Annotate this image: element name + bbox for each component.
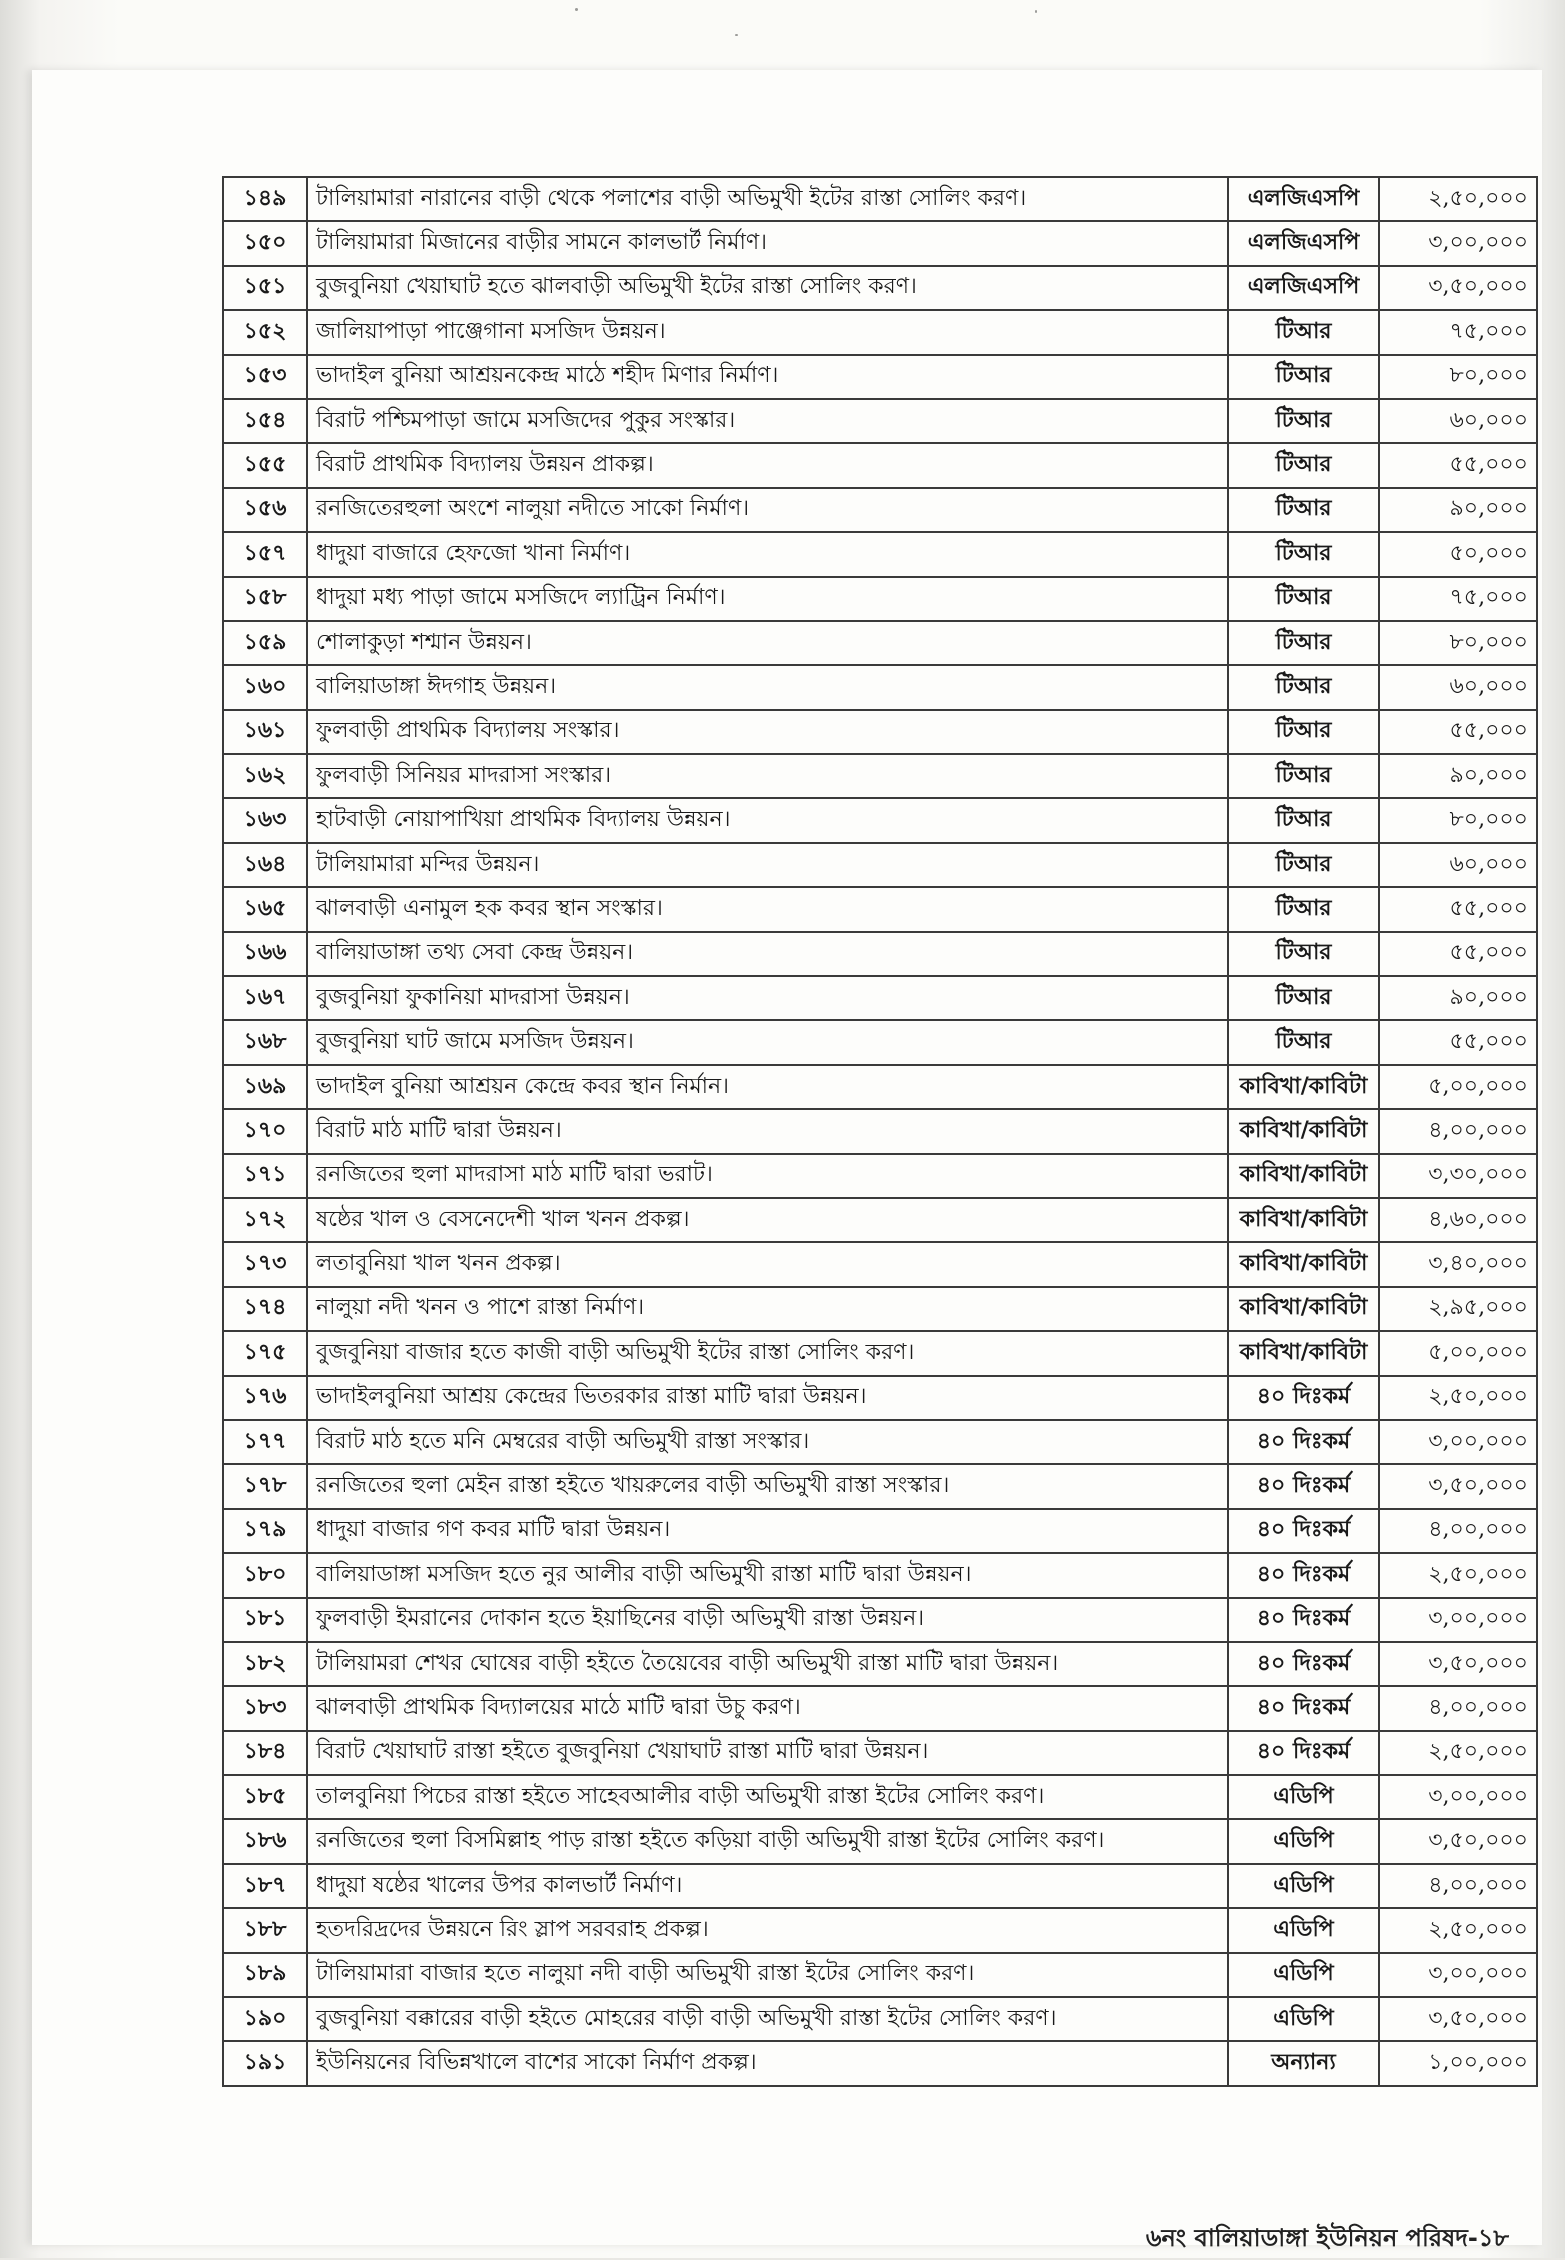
serial-number-cell: ১৬৩ xyxy=(223,798,307,842)
serial-number-cell: ১৭৩ xyxy=(223,1242,307,1286)
funding-source-cell: ৪০ দিঃকর্ম xyxy=(1228,1376,1379,1420)
project-description-cell: শোলাকুড়া শশ্মান উন্নয়ন। xyxy=(307,621,1228,665)
project-description-cell: বুজবুনিয়া খেয়াঘাট হতে ঝালবাড়ী অভিমুখী ইটের রাস্তা সোলিং করণ। xyxy=(307,266,1228,310)
amount-cell: ৩,৫০,০০০ xyxy=(1379,266,1537,310)
funding-source-cell: এডিপি xyxy=(1228,1864,1379,1908)
amount-cell: ৩,৫০,০০০ xyxy=(1379,1819,1537,1863)
serial-number-cell: ১৬৯ xyxy=(223,1065,307,1109)
serial-number-cell: ১৬০ xyxy=(223,665,307,709)
table-row xyxy=(223,266,1537,310)
table-row xyxy=(223,843,1537,887)
amount-cell: ১,০০,০০০ xyxy=(1379,2041,1537,2085)
table-row xyxy=(223,1598,1537,1642)
table-row xyxy=(223,1775,1537,1819)
project-description-cell: বালিয়াডাঙ্গা তথ্য সেবা কেন্দ্র উন্নয়ন। xyxy=(307,932,1228,976)
serial-number-cell: ১৯০ xyxy=(223,1997,307,2041)
funding-source-cell: কাবিখা/কাবিটা xyxy=(1228,1198,1379,1242)
dust-speck xyxy=(1035,10,1037,13)
funding-source-cell: টিআর xyxy=(1228,887,1379,931)
funding-source-cell: টিআর xyxy=(1228,310,1379,354)
table-row xyxy=(223,1376,1537,1420)
project-description-cell: লতাবুনিয়া খাল খনন প্রকল্প। xyxy=(307,1242,1228,1286)
funding-source-cell: টিআর xyxy=(1228,532,1379,576)
table-row xyxy=(223,932,1537,976)
table-row xyxy=(223,577,1537,621)
table-row xyxy=(223,1953,1537,1997)
project-description-cell: রনজিতের হুলা বিসমিল্লাহ পাড় রাস্তা হইতে কড়িয়া বাড়ী অভিমুখী রাস্তা ইটের সোলিং করণ। xyxy=(307,1819,1228,1863)
amount-cell: ৩,৩০,০০০ xyxy=(1379,1154,1537,1198)
page-footer: ৬নং বালিয়াডাঙ্গা ইউনিয়ন পরিষদ-১৮ xyxy=(1145,2224,1509,2252)
serial-number-cell: ১৬৭ xyxy=(223,976,307,1020)
funding-source-cell: টিআর xyxy=(1228,621,1379,665)
amount-cell: ৫৫,০০০ xyxy=(1379,1020,1537,1064)
project-list-table xyxy=(222,176,1538,2087)
amount-cell: ৫৫,০০০ xyxy=(1379,932,1537,976)
project-description-cell: ফুলবাড়ী প্রাথমিক বিদ্যালয় সংস্কার। xyxy=(307,710,1228,754)
serial-number-cell: ১৫৯ xyxy=(223,621,307,665)
amount-cell: ৮০,০০০ xyxy=(1379,798,1537,842)
table-row xyxy=(223,976,1537,1020)
funding-source-cell: এডিপি xyxy=(1228,1775,1379,1819)
project-description-cell: ধাদুয়া ষষ্ঠের খালের উপর কালভার্ট নির্মাণ। xyxy=(307,1864,1228,1908)
funding-source-cell: ৪০ দিঃকর্ম xyxy=(1228,1642,1379,1686)
project-description-cell: বিরাট মাঠ মাটি দ্বারা উন্নয়ন। xyxy=(307,1109,1228,1153)
amount-cell: ৮০,০০০ xyxy=(1379,621,1537,665)
table-row xyxy=(223,1420,1537,1464)
project-description-cell: হাটবাড়ী নোয়াপাখিয়া প্রাথমিক বিদ্যালয় উন্নয়ন। xyxy=(307,798,1228,842)
funding-source-cell: টিআর xyxy=(1228,798,1379,842)
serial-number-cell: ১৫৭ xyxy=(223,532,307,576)
project-description-cell: বুজবুনিয়া ঘাট জামে মসজিদ উন্নয়ন। xyxy=(307,1020,1228,1064)
funding-source-cell: কাবিখা/কাবিটা xyxy=(1228,1331,1379,1375)
amount-cell: ৫,০০,০০০ xyxy=(1379,1331,1537,1375)
project-description-cell: ঝালবাড়ী এনামুল হক কবর স্থান সংস্কার। xyxy=(307,887,1228,931)
project-description-cell: ইউনিয়নের বিভিন্নখালে বাশের সাকো নির্মাণ প্রকল্প। xyxy=(307,2041,1228,2085)
amount-cell: ৯০,০০০ xyxy=(1379,754,1537,798)
amount-cell: ৪,০০,০০০ xyxy=(1379,1686,1537,1730)
amount-cell: ৪,০০,০০০ xyxy=(1379,1864,1537,1908)
project-description-cell: টালিয়ামারা বাজার হতে নালুয়া নদী বাড়ী অভিমুখী রাস্তা ইটের সোলিং করণ। xyxy=(307,1953,1228,1997)
table-row xyxy=(223,1509,1537,1553)
funding-source-cell: অন্যান্য xyxy=(1228,2041,1379,2085)
table-row xyxy=(223,1287,1537,1331)
amount-cell: ৫৫,০০০ xyxy=(1379,443,1537,487)
amount-cell: ২,৫০,০০০ xyxy=(1379,1376,1537,1420)
funding-source-cell: ৪০ দিঃকর্ম xyxy=(1228,1686,1379,1730)
funding-source-cell: এডিপি xyxy=(1228,1953,1379,1997)
serial-number-cell: ১৮৯ xyxy=(223,1953,307,1997)
serial-number-cell: ১৮৫ xyxy=(223,1775,307,1819)
serial-number-cell: ১৫১ xyxy=(223,266,307,310)
project-description-cell: রনজিতের হুলা মেইন রাস্তা হইতে খায়রুলের বাড়ী অভিমুখী রাস্তা সংস্কার। xyxy=(307,1464,1228,1508)
serial-number-cell: ১৮৩ xyxy=(223,1686,307,1730)
table-row xyxy=(223,1553,1537,1597)
amount-cell: ৫০,০০০ xyxy=(1379,532,1537,576)
serial-number-cell: ১৮৭ xyxy=(223,1864,307,1908)
serial-number-cell: ১৬২ xyxy=(223,754,307,798)
funding-source-cell: টিআর xyxy=(1228,843,1379,887)
funding-source-cell: টিআর xyxy=(1228,577,1379,621)
funding-source-cell: টিআর xyxy=(1228,488,1379,532)
table-row xyxy=(223,1198,1537,1242)
project-description-cell: রনজিতেরহুলা অংশে নালুয়া নদীতে সাকো নির্মাণ। xyxy=(307,488,1228,532)
serial-number-cell: ১৮২ xyxy=(223,1642,307,1686)
amount-cell: ৩,৪০,০০০ xyxy=(1379,1242,1537,1286)
table-row xyxy=(223,1331,1537,1375)
serial-number-cell: ১৫৫ xyxy=(223,443,307,487)
table-row xyxy=(223,798,1537,842)
project-description-cell: টালিয়ামরা শেখর ঘোষের বাড়ী হইতে তৈয়েবের বাড়ী অভিমুখী রাস্তা মাটি দ্বারা উন্নয়ন। xyxy=(307,1642,1228,1686)
serial-number-cell: ১৫৪ xyxy=(223,399,307,443)
project-description-cell: বুজবুনিয়া বাজার হতে কাজী বাড়ী অভিমুখী ইটের রাস্তা সোলিং করণ। xyxy=(307,1331,1228,1375)
table-row xyxy=(223,1109,1537,1153)
amount-cell: ৮০,০০০ xyxy=(1379,355,1537,399)
table-row xyxy=(223,1642,1537,1686)
serial-number-cell: ১৪৯ xyxy=(223,177,307,221)
funding-source-cell: ৪০ দিঃকর্ম xyxy=(1228,1731,1379,1775)
funding-source-cell: কাবিখা/কাবিটা xyxy=(1228,1154,1379,1198)
amount-cell: ৩,০০,০০০ xyxy=(1379,1953,1537,1997)
table-row xyxy=(223,1065,1537,1109)
amount-cell: ২,৫০,০০০ xyxy=(1379,177,1537,221)
serial-number-cell: ১৮৮ xyxy=(223,1908,307,1952)
table-row xyxy=(223,177,1537,221)
serial-number-cell: ১৬১ xyxy=(223,710,307,754)
serial-number-cell: ১৭৬ xyxy=(223,1376,307,1420)
serial-number-cell: ১৫৩ xyxy=(223,355,307,399)
amount-cell: ৪,০০,০০০ xyxy=(1379,1109,1537,1153)
serial-number-cell: ১৮৬ xyxy=(223,1819,307,1863)
project-description-cell: ধাদুয়া মধ্য পাড়া জামে মসজিদে ল্যাট্রিন নির্মাণ। xyxy=(307,577,1228,621)
amount-cell: ৩,৫০,০০০ xyxy=(1379,1464,1537,1508)
serial-number-cell: ১৭৯ xyxy=(223,1509,307,1553)
project-description-cell: নালুয়া নদী খনন ও পাশে রাস্তা নির্মাণ। xyxy=(307,1287,1228,1331)
table-row xyxy=(223,710,1537,754)
serial-number-cell: ১৬৮ xyxy=(223,1020,307,1064)
amount-cell: ২,৫০,০০০ xyxy=(1379,1908,1537,1952)
table-row xyxy=(223,1242,1537,1286)
serial-number-cell: ১৮৪ xyxy=(223,1731,307,1775)
project-description-cell: ফুলবাড়ী ইমরানের দোকান হতে ইয়াছিনের বাড়ী অভিমুখী রাস্তা উন্নয়ন। xyxy=(307,1598,1228,1642)
project-description-cell: ভাদাইল বুনিয়া আশ্রয়নকেন্দ্র মাঠে শহীদ মিণার নির্মাণ। xyxy=(307,355,1228,399)
table-row xyxy=(223,399,1537,443)
amount-cell: ৭৫,০০০ xyxy=(1379,310,1537,354)
amount-cell: ৪,০০,০০০ xyxy=(1379,1509,1537,1553)
funding-source-cell: এডিপি xyxy=(1228,1997,1379,2041)
table-row xyxy=(223,1154,1537,1198)
funding-source-cell: ৪০ দিঃকর্ম xyxy=(1228,1420,1379,1464)
table-row xyxy=(223,2041,1537,2085)
amount-cell: ৬০,০০০ xyxy=(1379,665,1537,709)
funding-source-cell: ৪০ দিঃকর্ম xyxy=(1228,1598,1379,1642)
funding-source-cell: এডিপি xyxy=(1228,1908,1379,1952)
amount-cell: ৩,০০,০০০ xyxy=(1379,1420,1537,1464)
table-row xyxy=(223,621,1537,665)
serial-number-cell: ১৫০ xyxy=(223,221,307,265)
serial-number-cell: ১৬৬ xyxy=(223,932,307,976)
amount-cell: ২,৯৫,০০০ xyxy=(1379,1287,1537,1331)
funding-source-cell: টিআর xyxy=(1228,710,1379,754)
serial-number-cell: ১৭৮ xyxy=(223,1464,307,1508)
serial-number-cell: ১৫৮ xyxy=(223,577,307,621)
project-description-cell: ধাদুয়া বাজারে হেফজো খানা নির্মাণ। xyxy=(307,532,1228,576)
table-row xyxy=(223,1908,1537,1952)
funding-source-cell: টিআর xyxy=(1228,1020,1379,1064)
funding-source-cell: ৪০ দিঃকর্ম xyxy=(1228,1509,1379,1553)
funding-source-cell: কাবিখা/কাবিটা xyxy=(1228,1242,1379,1286)
table-row xyxy=(223,532,1537,576)
project-description-cell: বিরাট মাঠ হতে মনি মেম্বরের বাড়ী অভিমুখী রাস্তা সংস্কার। xyxy=(307,1420,1228,1464)
project-description-cell: টালিয়ামারা মন্দির উন্নয়ন। xyxy=(307,843,1228,887)
serial-number-cell: ১৭০ xyxy=(223,1109,307,1153)
serial-number-cell: ১৫৬ xyxy=(223,488,307,532)
amount-cell: ৫৫,০০০ xyxy=(1379,710,1537,754)
serial-number-cell: ১৫২ xyxy=(223,310,307,354)
amount-cell: ৩,৫০,০০০ xyxy=(1379,1642,1537,1686)
funding-source-cell: টিআর xyxy=(1228,976,1379,1020)
funding-source-cell: টিআর xyxy=(1228,754,1379,798)
amount-cell: ২,৫০,০০০ xyxy=(1379,1731,1537,1775)
table-row xyxy=(223,1997,1537,2041)
table-row xyxy=(223,1819,1537,1863)
table-row xyxy=(223,355,1537,399)
serial-number-cell: ১৯১ xyxy=(223,2041,307,2085)
funding-source-cell: ৪০ দিঃকর্ম xyxy=(1228,1553,1379,1597)
funding-source-cell: টিআর xyxy=(1228,355,1379,399)
serial-number-cell: ১৭৪ xyxy=(223,1287,307,1331)
table-row xyxy=(223,1020,1537,1064)
table-row xyxy=(223,443,1537,487)
amount-cell: ৬০,০০০ xyxy=(1379,843,1537,887)
amount-cell: ৫,০০,০০০ xyxy=(1379,1065,1537,1109)
funding-source-cell: টিআর xyxy=(1228,443,1379,487)
serial-number-cell: ১৬৫ xyxy=(223,887,307,931)
project-description-cell: তালবুনিয়া পিচের রাস্তা হইতে সাহেবআলীর বাড়ী অভিমুখী রাস্তা ইটের সোলিং করণ। xyxy=(307,1775,1228,1819)
amount-cell: ২,৫০,০০০ xyxy=(1379,1553,1537,1597)
dust-speck xyxy=(575,8,578,11)
dust-speck xyxy=(735,34,738,36)
funding-source-cell: কাবিখা/কাবিটা xyxy=(1228,1065,1379,1109)
table-row xyxy=(223,310,1537,354)
funding-source-cell: টিআর xyxy=(1228,665,1379,709)
project-description-cell: বিরাট খেয়াঘাট রাস্তা হইতে বুজবুনিয়া খেয়াঘাট রাস্তা মাটি দ্বারা উন্নয়ন। xyxy=(307,1731,1228,1775)
table-row xyxy=(223,1464,1537,1508)
project-description-cell: টালিয়ামারা মিজানের বাড়ীর সামনে কালভার্ট নির্মাণ। xyxy=(307,221,1228,265)
project-description-cell: টালিয়ামারা নারানের বাড়ী থেকে পলাশের বাড়ী অভিমুখী ইটের রাস্তা সোলিং করণ। xyxy=(307,177,1228,221)
funding-source-cell: এলজিএসপি xyxy=(1228,266,1379,310)
serial-number-cell: ১৮১ xyxy=(223,1598,307,1642)
funding-source-cell: ৪০ দিঃকর্ম xyxy=(1228,1464,1379,1508)
amount-cell: ৪,৬০,০০০ xyxy=(1379,1198,1537,1242)
project-rows xyxy=(223,177,1537,2086)
amount-cell: ৫৫,০০০ xyxy=(1379,887,1537,931)
table-row xyxy=(223,665,1537,709)
funding-source-cell: টিআর xyxy=(1228,399,1379,443)
amount-cell: ৬০,০০০ xyxy=(1379,399,1537,443)
project-description-cell: ষষ্ঠের খাল ও বেসনেদেশী খাল খনন প্রকল্প। xyxy=(307,1198,1228,1242)
project-description-cell: ধাদুয়া বাজার গণ কবর মাটি দ্বারা উন্নয়ন। xyxy=(307,1509,1228,1553)
serial-number-cell: ১৭১ xyxy=(223,1154,307,1198)
serial-number-cell: ১৭৭ xyxy=(223,1420,307,1464)
table-row xyxy=(223,1686,1537,1730)
amount-cell: ৯০,০০০ xyxy=(1379,488,1537,532)
amount-cell: ৩,৫০,০০০ xyxy=(1379,1997,1537,2041)
project-description-cell: বিরাট পশ্চিমপাড়া জামে মসজিদের পুকুর সংস্কার। xyxy=(307,399,1228,443)
amount-cell: ৯০,০০০ xyxy=(1379,976,1537,1020)
project-description-cell: হতদরিদ্রদের উন্নয়নে রিং স্লাপ সরবরাহ প্রকল্প। xyxy=(307,1908,1228,1952)
project-description-cell: বালিয়াডাঙ্গা মসজিদ হতে নুর আলীর বাড়ী অভিমুখী রাস্তা মাটি দ্বারা উন্নয়ন। xyxy=(307,1553,1228,1597)
serial-number-cell: ১৬৪ xyxy=(223,843,307,887)
funding-source-cell: এলজিএসপি xyxy=(1228,221,1379,265)
serial-number-cell: ১৮০ xyxy=(223,1553,307,1597)
project-description-cell: বুজবুনিয়া ফুকানিয়া মাদরাসা উন্নয়ন। xyxy=(307,976,1228,1020)
amount-cell: ৩,০০,০০০ xyxy=(1379,221,1537,265)
serial-number-cell: ১৭২ xyxy=(223,1198,307,1242)
amount-cell: ৩,০০,০০০ xyxy=(1379,1775,1537,1819)
project-description-cell: ঝালবাড়ী প্রাথমিক বিদ্যালয়ের মাঠে মাটি দ্বারা উচু করণ। xyxy=(307,1686,1228,1730)
table-row xyxy=(223,1731,1537,1775)
project-description-cell: রনজিতের হুলা মাদরাসা মাঠ মাটি দ্বারা ভরাট। xyxy=(307,1154,1228,1198)
project-description-cell: বিরাট প্রাথমিক বিদ্যালয় উন্নয়ন প্রাকল্প। xyxy=(307,443,1228,487)
table-row xyxy=(223,488,1537,532)
project-description-cell: জালিয়াপাড়া পাঞ্জেগানা মসজিদ উন্নয়ন। xyxy=(307,310,1228,354)
funding-source-cell: টিআর xyxy=(1228,932,1379,976)
table-row xyxy=(223,754,1537,798)
project-description-cell: ভাদাইল বুনিয়া আশ্রয়ন কেন্দ্রে কবর স্থান নির্মান। xyxy=(307,1065,1228,1109)
funding-source-cell: কাবিখা/কাবিটা xyxy=(1228,1109,1379,1153)
serial-number-cell: ১৭৫ xyxy=(223,1331,307,1375)
amount-cell: ৭৫,০০০ xyxy=(1379,577,1537,621)
amount-cell: ৩,০০,০০০ xyxy=(1379,1598,1537,1642)
funding-source-cell: এডিপি xyxy=(1228,1819,1379,1863)
table-row xyxy=(223,887,1537,931)
project-description-cell: ভাদাইলবুনিয়া আশ্রয় কেন্দ্রের ভিতরকার রাস্তা মাটি দ্বারা উন্নয়ন। xyxy=(307,1376,1228,1420)
funding-source-cell: এলজিএসপি xyxy=(1228,177,1379,221)
table-row xyxy=(223,1864,1537,1908)
project-description-cell: বালিয়াডাঙ্গা ঈদগাহ উন্নয়ন। xyxy=(307,665,1228,709)
project-description-cell: ফুলবাড়ী সিনিয়র মাদরাসা সংস্কার। xyxy=(307,754,1228,798)
table-row xyxy=(223,221,1537,265)
funding-source-cell: কাবিখা/কাবিটা xyxy=(1228,1287,1379,1331)
project-description-cell: বুজবুনিয়া বক্কারের বাড়ী হইতে মোহরের বাড়ী বাড়ী অভিমুখী রাস্তা ইটের সোলিং করণ। xyxy=(307,1997,1228,2041)
